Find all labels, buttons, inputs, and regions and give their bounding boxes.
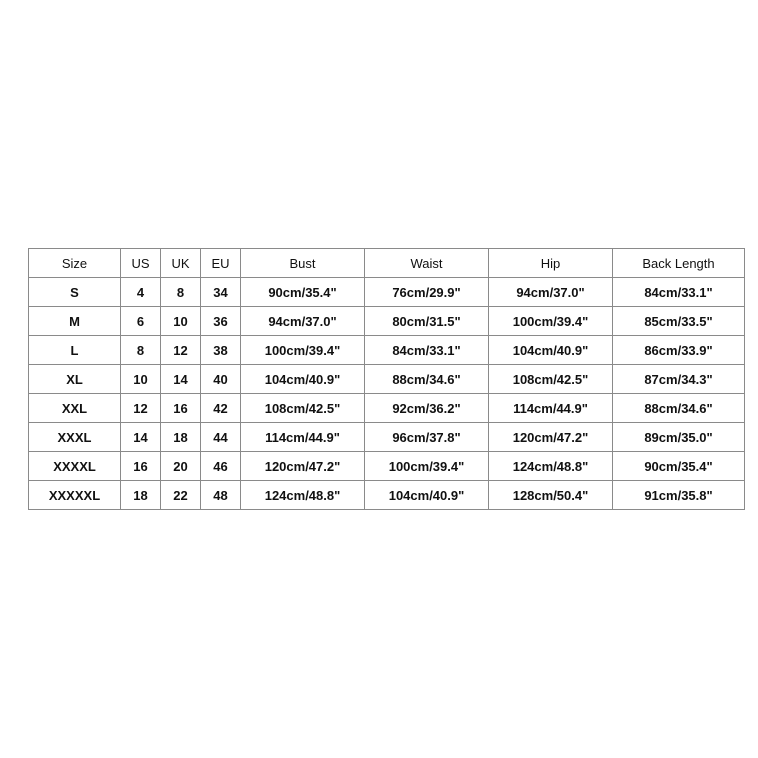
cell-eu: 40 bbox=[201, 365, 241, 394]
cell-uk: 14 bbox=[161, 365, 201, 394]
cell-eu: 44 bbox=[201, 423, 241, 452]
cell-eu: 46 bbox=[201, 452, 241, 481]
cell-us: 18 bbox=[121, 481, 161, 510]
cell-bust: 100cm/39.4" bbox=[241, 336, 365, 365]
cell-waist: 92cm/36.2" bbox=[365, 394, 489, 423]
header-back-length: Back Length bbox=[613, 249, 745, 278]
cell-us: 12 bbox=[121, 394, 161, 423]
header-uk: UK bbox=[161, 249, 201, 278]
cell-us: 14 bbox=[121, 423, 161, 452]
cell-hip: 128cm/50.4" bbox=[489, 481, 613, 510]
cell-waist: 76cm/29.9" bbox=[365, 278, 489, 307]
cell-hip: 100cm/39.4" bbox=[489, 307, 613, 336]
cell-uk: 12 bbox=[161, 336, 201, 365]
cell-bust: 124cm/48.8" bbox=[241, 481, 365, 510]
cell-size: S bbox=[29, 278, 121, 307]
cell-uk: 8 bbox=[161, 278, 201, 307]
cell-back-length: 84cm/33.1" bbox=[613, 278, 745, 307]
cell-bust: 114cm/44.9" bbox=[241, 423, 365, 452]
header-size: Size bbox=[29, 249, 121, 278]
table-row bbox=[29, 423, 745, 452]
table-row bbox=[29, 365, 745, 394]
cell-back-length: 90cm/35.4" bbox=[613, 452, 745, 481]
table-row bbox=[29, 452, 745, 481]
cell-us: 4 bbox=[121, 278, 161, 307]
cell-waist: 88cm/34.6" bbox=[365, 365, 489, 394]
cell-bust: 120cm/47.2" bbox=[241, 452, 365, 481]
table-body bbox=[29, 278, 745, 510]
header-hip: Hip bbox=[489, 249, 613, 278]
cell-size: L bbox=[29, 336, 121, 365]
cell-us: 10 bbox=[121, 365, 161, 394]
cell-bust: 94cm/37.0" bbox=[241, 307, 365, 336]
header-us: US bbox=[121, 249, 161, 278]
cell-eu: 48 bbox=[201, 481, 241, 510]
table-row bbox=[29, 481, 745, 510]
table-row bbox=[29, 278, 745, 307]
cell-us: 8 bbox=[121, 336, 161, 365]
cell-bust: 90cm/35.4" bbox=[241, 278, 365, 307]
cell-uk: 10 bbox=[161, 307, 201, 336]
cell-uk: 22 bbox=[161, 481, 201, 510]
cell-back-length: 85cm/33.5" bbox=[613, 307, 745, 336]
cell-uk: 20 bbox=[161, 452, 201, 481]
table-row bbox=[29, 307, 745, 336]
header-waist: Waist bbox=[365, 249, 489, 278]
cell-back-length: 91cm/35.8" bbox=[613, 481, 745, 510]
cell-hip: 108cm/42.5" bbox=[489, 365, 613, 394]
cell-size: XXXXXL bbox=[29, 481, 121, 510]
cell-eu: 42 bbox=[201, 394, 241, 423]
cell-waist: 100cm/39.4" bbox=[365, 452, 489, 481]
cell-bust: 108cm/42.5" bbox=[241, 394, 365, 423]
cell-back-length: 88cm/34.6" bbox=[613, 394, 745, 423]
cell-waist: 84cm/33.1" bbox=[365, 336, 489, 365]
cell-us: 16 bbox=[121, 452, 161, 481]
cell-uk: 18 bbox=[161, 423, 201, 452]
cell-eu: 34 bbox=[201, 278, 241, 307]
cell-us: 6 bbox=[121, 307, 161, 336]
cell-waist: 96cm/37.8" bbox=[365, 423, 489, 452]
cell-waist: 104cm/40.9" bbox=[365, 481, 489, 510]
cell-size: XL bbox=[29, 365, 121, 394]
cell-back-length: 87cm/34.3" bbox=[613, 365, 745, 394]
cell-hip: 94cm/37.0" bbox=[489, 278, 613, 307]
cell-bust: 104cm/40.9" bbox=[241, 365, 365, 394]
cell-hip: 114cm/44.9" bbox=[489, 394, 613, 423]
cell-uk: 16 bbox=[161, 394, 201, 423]
cell-eu: 38 bbox=[201, 336, 241, 365]
cell-back-length: 86cm/33.9" bbox=[613, 336, 745, 365]
cell-eu: 36 bbox=[201, 307, 241, 336]
cell-hip: 104cm/40.9" bbox=[489, 336, 613, 365]
table-header-row bbox=[29, 249, 745, 278]
cell-hip: 120cm/47.2" bbox=[489, 423, 613, 452]
cell-size: XXXL bbox=[29, 423, 121, 452]
cell-size: XXL bbox=[29, 394, 121, 423]
cell-size: M bbox=[29, 307, 121, 336]
cell-waist: 80cm/31.5" bbox=[365, 307, 489, 336]
cell-hip: 124cm/48.8" bbox=[489, 452, 613, 481]
table-row bbox=[29, 336, 745, 365]
header-bust: Bust bbox=[241, 249, 365, 278]
cell-back-length: 89cm/35.0" bbox=[613, 423, 745, 452]
table-row bbox=[29, 394, 745, 423]
header-eu: EU bbox=[201, 249, 241, 278]
cell-size: XXXXL bbox=[29, 452, 121, 481]
size-chart-table bbox=[28, 248, 745, 510]
